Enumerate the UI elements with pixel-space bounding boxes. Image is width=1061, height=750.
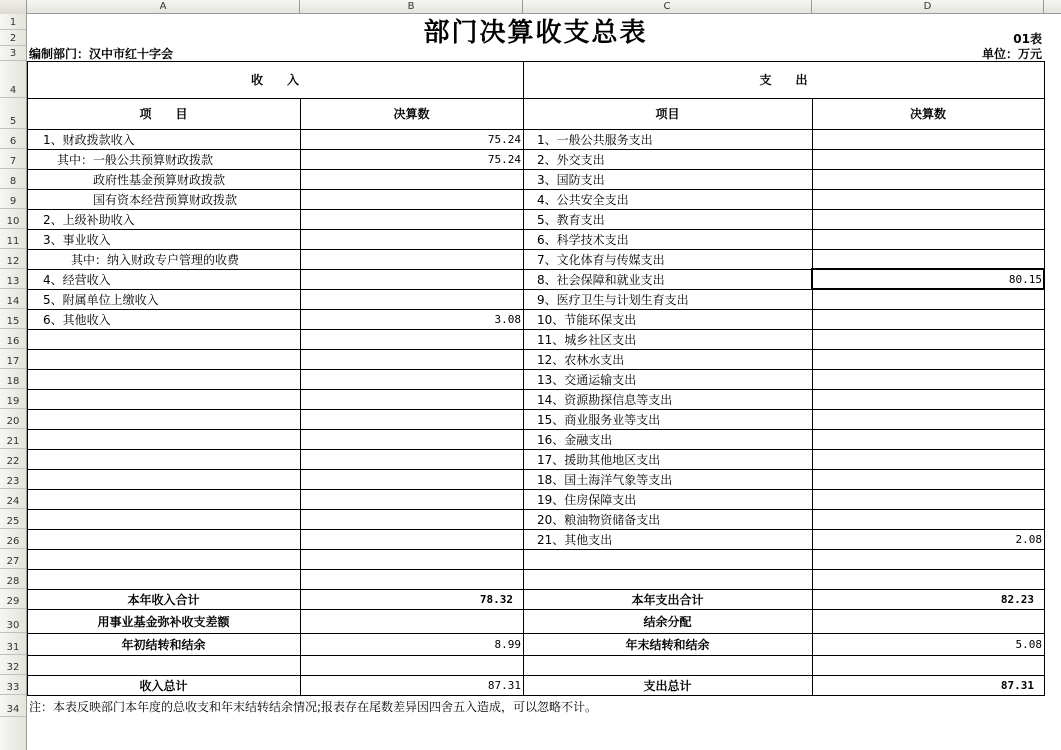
row-header-28[interactable]: 28 <box>0 569 26 589</box>
row-line <box>27 549 1045 550</box>
expense-item-label[interactable]: 13、交通运输支出 <box>537 372 637 387</box>
expense-item-label[interactable]: 17、援助其他地区支出 <box>537 452 661 467</box>
expense-item-value[interactable] <box>812 349 1044 369</box>
expense-item-label[interactable]: 4、公共安全支出 <box>537 192 629 207</box>
fund-offset-label[interactable]: 用事业基金弥补收支差额 <box>97 614 230 629</box>
report-title[interactable]: 部门决算收支总表 <box>423 17 648 46</box>
expense-item-label[interactable]: 5、教育支出 <box>537 212 605 227</box>
column-header-b[interactable]: B <box>300 0 523 14</box>
expense-total-label[interactable]: 本年支出合计 <box>631 592 704 607</box>
row-header-27[interactable]: 27 <box>0 549 26 569</box>
expense-item-label[interactable]: 15、商业服务业等支出 <box>537 412 661 427</box>
income-item-value[interactable] <box>300 169 523 189</box>
income-item-header[interactable]: 项 目 <box>139 107 188 121</box>
income-item-label[interactable]: 2、上级补助收入 <box>43 212 135 227</box>
expense-item-value[interactable] <box>812 449 1044 469</box>
expense-item-label[interactable]: 19、住房保障支出 <box>537 492 637 507</box>
expense-item-value[interactable] <box>812 309 1044 329</box>
expense-item-label[interactable]: 12、农林水支出 <box>537 352 625 367</box>
income-amount-header[interactable]: 决算数 <box>393 107 430 121</box>
income-section-header[interactable]: 收 入 <box>250 73 299 87</box>
income-item-value[interactable]: 75.24 <box>487 132 521 146</box>
expense-item-value[interactable] <box>812 509 1044 529</box>
expense-item-value[interactable] <box>812 229 1044 249</box>
unit-label[interactable]: 单位：万元 <box>981 47 1042 61</box>
expense-item-label[interactable]: 6、科学技术支出 <box>537 232 629 247</box>
income-total-value[interactable]: 78.32 <box>479 592 513 606</box>
row-header-12[interactable]: 12 <box>0 249 26 269</box>
expense-item-value[interactable] <box>812 289 1044 309</box>
expense-item-value[interactable] <box>812 489 1044 509</box>
expense-item-label[interactable]: 7、文化体育与传媒支出 <box>537 252 665 267</box>
expense-item-label[interactable]: 21、其他支出 <box>537 532 613 547</box>
row-header-14[interactable]: 14 <box>0 289 26 309</box>
income-item-label[interactable]: 6、其他收入 <box>43 312 111 327</box>
begin-balance-value[interactable]: 8.99 <box>494 637 521 651</box>
income-item-value[interactable] <box>300 229 523 249</box>
grand-income-value[interactable]: 87.31 <box>487 678 521 692</box>
expense-item-value[interactable] <box>812 129 1044 149</box>
select-all-corner[interactable] <box>0 0 27 14</box>
expense-item-value[interactable] <box>812 389 1044 409</box>
expense-item-label[interactable]: 10、节能环保支出 <box>537 312 637 327</box>
income-item-label[interactable]: 政府性基金预算财政拨款 <box>93 172 226 187</box>
expense-item-value[interactable]: 80.15 <box>812 269 1044 289</box>
expense-item-label[interactable]: 2、外交支出 <box>537 152 605 167</box>
department-label[interactable]: 编制部门：汉中市红十字会 <box>29 47 174 61</box>
expense-item-value[interactable] <box>812 149 1044 169</box>
row-header-19[interactable]: 19 <box>0 389 26 409</box>
row-header-3[interactable]: 3 <box>0 46 26 61</box>
row-header-8[interactable]: 8 <box>0 169 26 189</box>
column-header-d[interactable]: D <box>812 0 1044 14</box>
row-header-34[interactable]: 34 <box>0 695 26 717</box>
column-header-bar <box>0 0 1061 14</box>
grand-expense-label[interactable]: 支出总计 <box>643 678 692 693</box>
expense-item-label[interactable]: 1、一般公共服务支出 <box>537 132 653 147</box>
surplus-distribution-label[interactable]: 结余分配 <box>643 614 692 629</box>
expense-item-value[interactable] <box>812 429 1044 449</box>
expense-total-value[interactable]: 82.23 <box>1000 592 1034 606</box>
row-header-10[interactable]: 10 <box>0 209 26 229</box>
row-header-18[interactable]: 18 <box>0 369 26 389</box>
income-item-label[interactable]: 国有资本经营预算财政拨款 <box>93 192 238 207</box>
row-header-bar <box>0 14 27 750</box>
expense-item-value[interactable] <box>812 169 1044 189</box>
row-header-24[interactable]: 24 <box>0 489 26 509</box>
row-header-7[interactable]: 7 <box>0 149 26 169</box>
footnote[interactable]: 注：本表反映部门本年度的总收支和年末结转结余情况;报表存在尾数差异因四舍五入造成，可以忽略不计。 <box>29 699 598 714</box>
expense-item-value[interactable] <box>812 189 1044 209</box>
income-item-label[interactable]: 5、附属单位上缴收入 <box>43 292 159 307</box>
end-balance-value[interactable]: 5.08 <box>1015 637 1042 651</box>
expense-item-value[interactable] <box>812 329 1044 349</box>
expense-item-label[interactable]: 11、城乡社区支出 <box>537 332 637 347</box>
row-header-26[interactable]: 26 <box>0 529 26 549</box>
income-item-label[interactable]: 其中：一般公共预算财政拨款 <box>57 152 214 167</box>
row-header-11[interactable]: 11 <box>0 229 26 249</box>
row-header-31[interactable]: 31 <box>0 633 26 655</box>
row-line <box>27 569 1045 570</box>
expense-item-value[interactable] <box>812 209 1044 229</box>
begin-balance-label[interactable]: 年初结转和结余 <box>121 637 206 652</box>
income-item-label[interactable]: 3、事业收入 <box>43 232 111 247</box>
expense-item-value[interactable] <box>812 369 1044 389</box>
income-item-value[interactable] <box>300 209 523 229</box>
income-item-value[interactable] <box>300 249 523 269</box>
expense-item-value[interactable] <box>812 469 1044 489</box>
row-header-5[interactable]: 5 <box>0 98 26 129</box>
grand-income-label[interactable]: 收入总计 <box>139 678 188 693</box>
row-header-22[interactable]: 22 <box>0 449 26 469</box>
column-header-a[interactable]: A <box>27 0 300 14</box>
income-item-value[interactable] <box>300 269 523 289</box>
expense-item-label[interactable]: 20、粮油物资储备支出 <box>537 512 661 527</box>
row-line <box>27 655 1045 656</box>
row-header-13[interactable]: 13 <box>0 269 26 289</box>
row-header-17[interactable]: 17 <box>0 349 26 369</box>
row-header-9[interactable]: 9 <box>0 189 26 209</box>
expense-amount-header[interactable]: 决算数 <box>909 107 946 121</box>
income-item-value[interactable]: 75.24 <box>487 152 521 166</box>
spreadsheet-grid <box>27 14 1061 750</box>
row-header-2[interactable]: 2 <box>0 30 26 46</box>
income-item-label[interactable]: 4、经营收入 <box>43 272 111 287</box>
row-header-23[interactable]: 23 <box>0 469 26 489</box>
income-total-label[interactable]: 本年收入合计 <box>127 592 200 607</box>
expense-item-header[interactable]: 项目 <box>655 107 680 121</box>
row-header-1[interactable]: 1 <box>0 14 26 30</box>
end-balance-label[interactable]: 年末结转和结余 <box>625 637 710 652</box>
expense-item-value[interactable] <box>812 409 1044 429</box>
income-item-label[interactable]: 其中：纳入财政专户管理的收费 <box>71 252 240 267</box>
row-header-32[interactable]: 32 <box>0 655 26 675</box>
expense-item-label[interactable]: 9、医疗卫生与计划生育支出 <box>537 292 689 307</box>
expense-item-value[interactable]: 2.08 <box>1015 532 1042 546</box>
column-header-c[interactable]: C <box>523 0 812 14</box>
expense-item-value[interactable] <box>812 249 1044 269</box>
expense-item-label[interactable]: 8、社会保障和就业支出 <box>537 272 665 287</box>
expense-item-label[interactable]: 16、金融支出 <box>537 432 613 447</box>
row-header-20[interactable]: 20 <box>0 409 26 429</box>
row-header-16[interactable]: 16 <box>0 329 26 349</box>
expense-section-header[interactable]: 支 出 <box>759 73 808 87</box>
income-item-label[interactable]: 1、财政拨款收入 <box>43 132 135 147</box>
expense-item-label[interactable]: 14、资源勘探信息等支出 <box>537 392 673 407</box>
row-header-30[interactable]: 30 <box>0 609 26 633</box>
table-right-border <box>1044 61 1045 696</box>
income-item-value[interactable] <box>300 189 523 209</box>
row-header-33[interactable]: 33 <box>0 675 26 695</box>
expense-item-label[interactable]: 18、国土海洋气象等支出 <box>537 472 673 487</box>
grand-expense-value[interactable]: 87.31 <box>1000 678 1034 692</box>
income-item-value[interactable] <box>300 289 523 309</box>
table-number[interactable]: 01表 <box>1013 31 1042 46</box>
row-header-21[interactable]: 21 <box>0 429 26 449</box>
row-header-25[interactable]: 25 <box>0 509 26 529</box>
row-header-15[interactable]: 15 <box>0 309 26 329</box>
income-item-value[interactable]: 3.08 <box>494 312 521 326</box>
expense-item-label[interactable]: 3、国防支出 <box>537 172 605 187</box>
row-header-4[interactable]: 4 <box>0 61 26 98</box>
row-header-29[interactable]: 29 <box>0 589 26 609</box>
row-header-6[interactable]: 6 <box>0 129 26 149</box>
